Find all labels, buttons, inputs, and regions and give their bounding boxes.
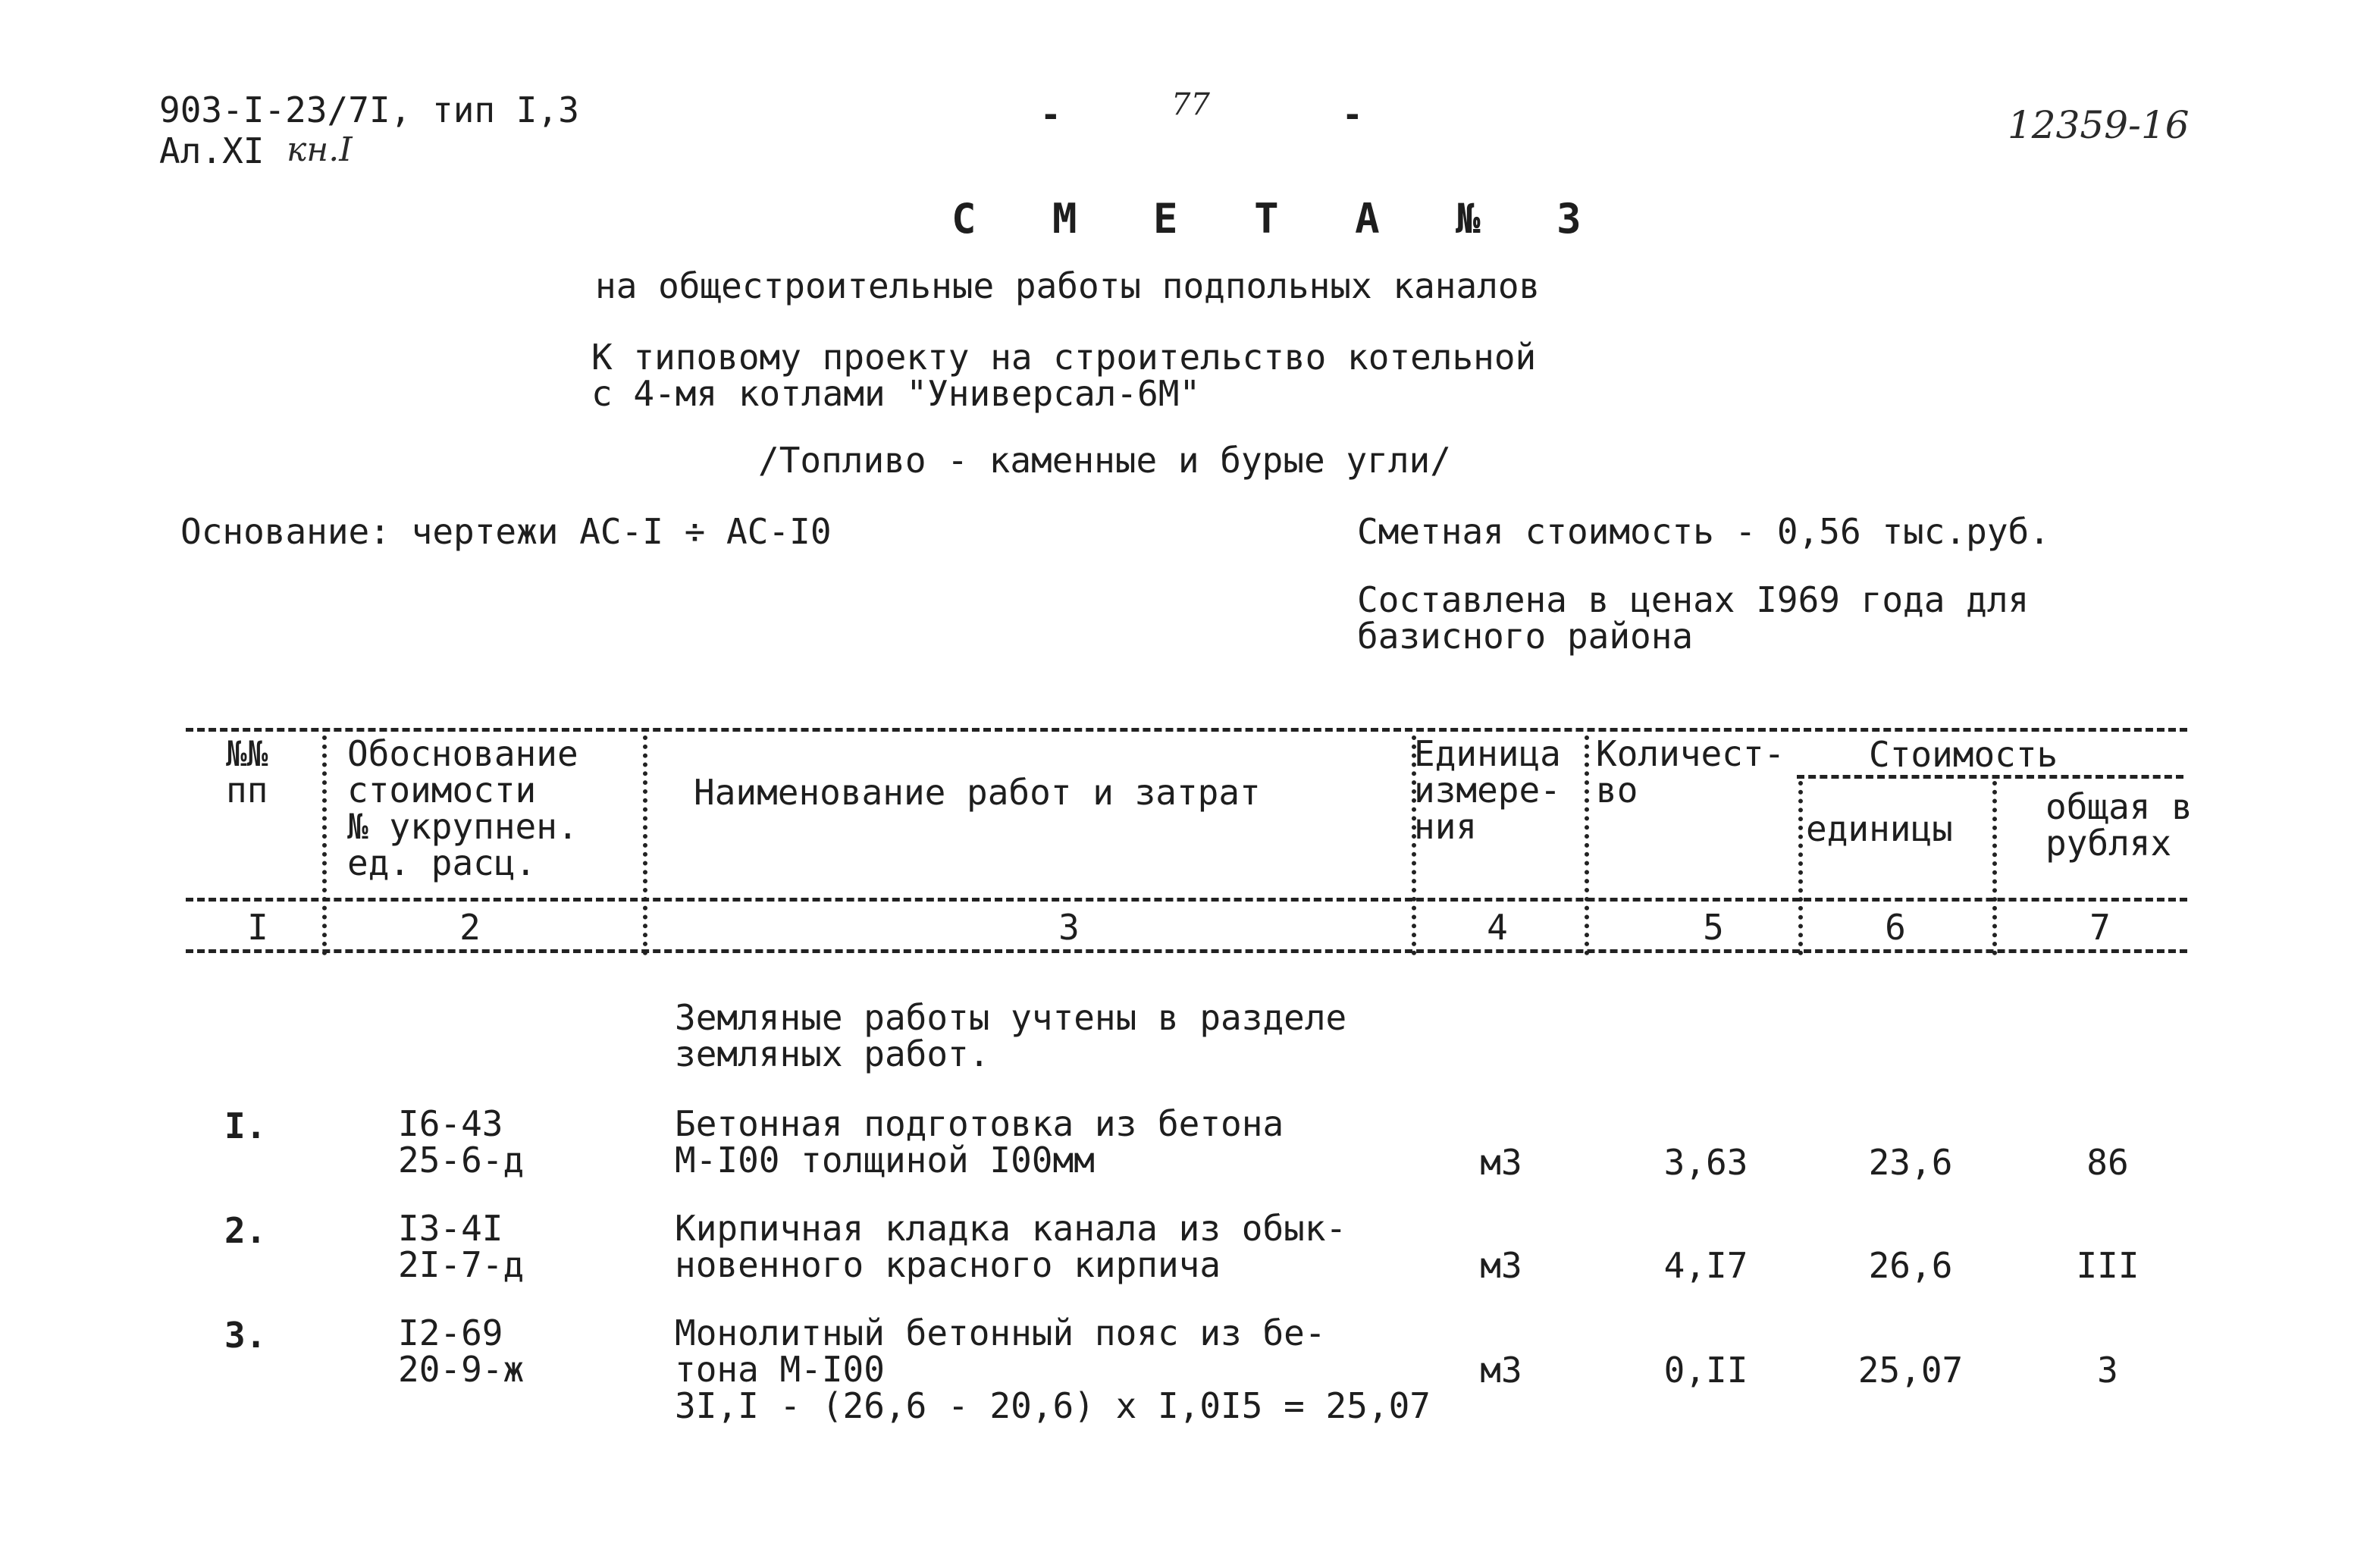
estimate-subtitle: на общестроительные работы подпольных каналов <box>595 265 1541 306</box>
column-divider-2 <box>643 735 647 955</box>
row-3-number: 3. <box>224 1315 267 1356</box>
header-quantity: Количест- во <box>1596 733 1785 811</box>
row-2-total: III <box>2076 1245 2139 1286</box>
column-divider-6 <box>1992 781 1997 955</box>
row-1-work-name: Бетонная подготовка из бетона М-I00 толщиной I00мм <box>675 1103 1284 1181</box>
row-2-work-name: Кирпичная кладка канала из обык- новенного красного кирпича <box>675 1208 1347 1285</box>
column-divider-4 <box>1585 735 1589 955</box>
table-top-rule <box>186 728 2187 732</box>
row-1-total: 86 <box>2086 1142 2129 1183</box>
page-number: 77 <box>1171 87 1210 122</box>
album-book-handwritten: кн.I <box>287 130 353 169</box>
album-label: Ал.XI <box>159 130 265 171</box>
row-1-unit: м3 <box>1480 1142 1522 1183</box>
project-line-1: К типовому проекту на строительство котельной <box>591 337 1537 378</box>
header-work-name: Наименование работ и затрат <box>694 772 1261 813</box>
row-2-unit: м3 <box>1480 1245 1522 1286</box>
header-total-cost: общая в рублях <box>2045 786 2193 864</box>
row-3-work-name: Монолитный бетонный пояс из бе- тона М-I00 3I,I - (26,6 - 20,6) x I,0I5 = 25,07 <box>675 1312 1431 1426</box>
column-number-3: 3 <box>1058 907 1080 948</box>
basis-drawings: Основание: чертежи АС-I ÷ АС-I0 <box>180 511 832 552</box>
row-1-number: I. <box>224 1105 267 1146</box>
header-cost-group: Стоимость <box>1869 734 2058 775</box>
page-dash-left: - <box>1040 94 1061 135</box>
column-number-7: 7 <box>2089 907 2111 948</box>
row-1-unit-cost: 23,6 <box>1868 1142 1953 1183</box>
prices-line-1: Составлена в ценах I969 года для <box>1357 579 2030 620</box>
row-2-quantity: 4,I7 <box>1663 1245 1748 1286</box>
row-2-basis: I3-4I 2I-7-д <box>398 1208 525 1285</box>
estimate-title: С М Е Т А № 3 <box>951 195 1607 243</box>
page-dash-right: - <box>1342 94 1363 135</box>
row-3-basis: I2-69 20-9-ж <box>398 1312 525 1390</box>
row-1-basis: I6-43 25-6-д <box>398 1103 525 1181</box>
row-2-unit-cost: 26,6 <box>1868 1245 1953 1286</box>
fuel-note: /Топливо - каменные и бурые угли/ <box>758 440 1451 481</box>
column-divider-5 <box>1798 781 1803 955</box>
estimated-cost: Сметная стоимость - 0,56 тыс.руб. <box>1357 511 2050 552</box>
column-number-2: 2 <box>459 907 481 948</box>
column-number-6: 6 <box>1885 907 1906 948</box>
column-number-5: 5 <box>1703 907 1724 948</box>
header-bottom-rule <box>186 898 2187 902</box>
prices-line-2: базисного района <box>1357 616 1694 657</box>
column-divider-1 <box>322 735 327 955</box>
inventory-number: 12359-16 <box>2008 103 2190 147</box>
header-unit-cost: единицы <box>1806 808 1953 849</box>
project-line-2: с 4-мя котлами "Универсал-6М" <box>591 373 1201 414</box>
row-3-quantity: 0,II <box>1663 1350 1748 1391</box>
document-code: 903-I-23/7I, тип I,3 <box>159 89 579 130</box>
row-3-unit-cost: 25,07 <box>1857 1350 1964 1391</box>
header-number: №№ пп <box>226 733 268 811</box>
column-number-1: I <box>247 907 268 948</box>
column-number-4: 4 <box>1487 907 1508 948</box>
earthworks-note: Земляные работы учтены в разделе земляных работ. <box>675 997 1347 1074</box>
header-unit: Единица измере- ния <box>1414 733 1561 847</box>
column-numbers-rule <box>186 949 2187 953</box>
row-3-unit: м3 <box>1480 1350 1522 1391</box>
row-2-number: 2. <box>224 1210 267 1251</box>
row-3-total: 3 <box>2097 1350 2118 1391</box>
row-1-quantity: 3,63 <box>1663 1142 1748 1183</box>
cost-group-rule <box>1797 775 2183 779</box>
header-basis: Обоснование стоимости № укрупнен. ед. расц. <box>347 733 578 883</box>
